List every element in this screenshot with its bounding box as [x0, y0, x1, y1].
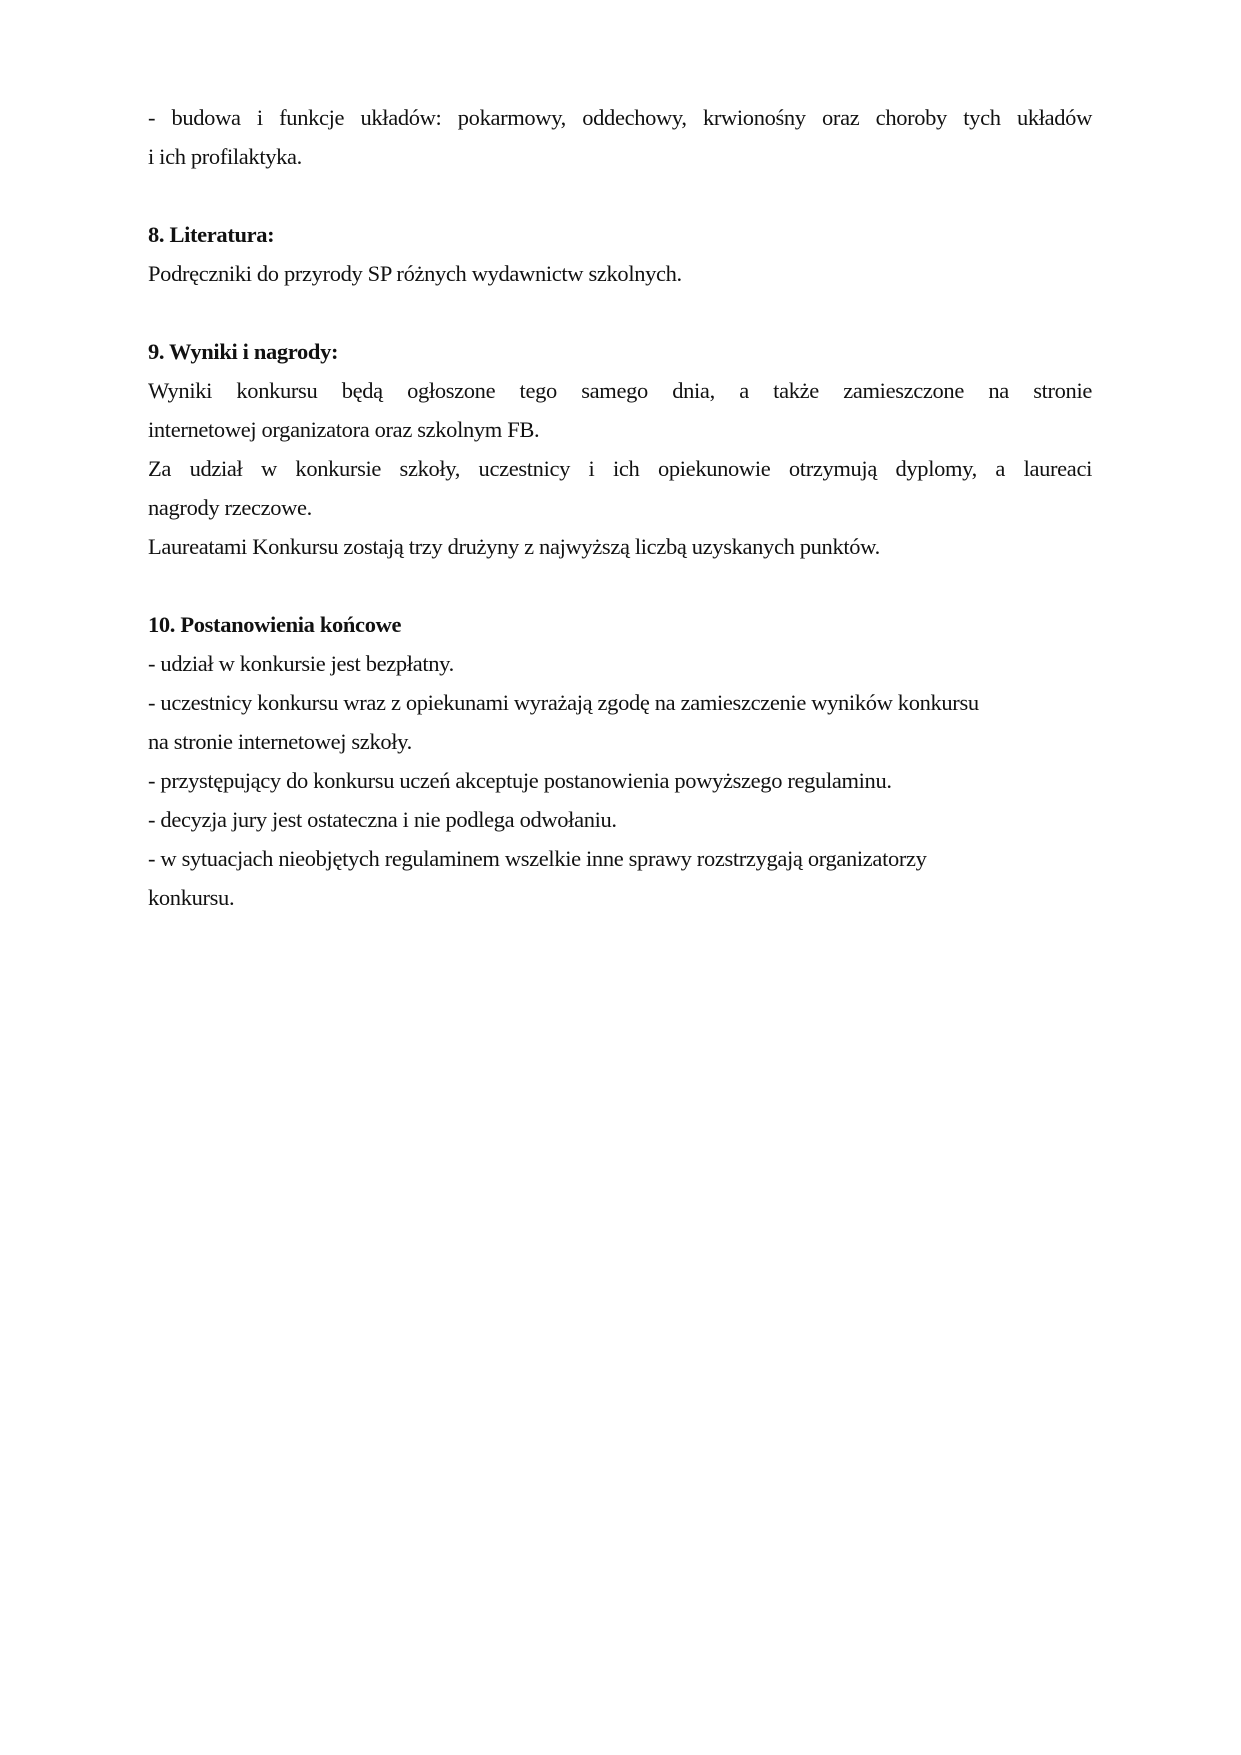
section-9-text: nagrody rzeczowe. — [148, 495, 312, 520]
section-8-heading: 8. Literatura: — [148, 222, 275, 247]
section-10-heading: 10. Postanowienia końcowe — [148, 612, 402, 637]
section-9-text: Laureatami Konkursu zostają trzy drużyny z najwyższą liczbą uzyskanych punktów. — [148, 534, 880, 559]
spacer — [148, 176, 1092, 215]
section-9-text: internetowej organizatora oraz szkolnym FB. — [148, 417, 540, 442]
section-10-item: - przystępujący do konkursu uczeń akceptuje postanowienia powyższego regulaminu. — [148, 768, 892, 793]
section-10-item: - decyzja jury jest ostateczna i nie podlega odwołaniu. — [148, 807, 617, 832]
spacer — [148, 293, 1092, 332]
section-9-text: Za udział w konkursie szkoły, uczestnicy i ich opiekunowie otrzymują dyplomy, a laureaci — [148, 456, 1092, 481]
document-page — [148, 98, 1092, 917]
section-10-item: konkursu. — [148, 885, 235, 910]
section-10-item: - w sytuacjach nieobjętych regulaminem wszelkie inne sprawy rozstrzygają organizatorzy — [148, 846, 927, 871]
section-9-heading: 9. Wyniki i nagrody: — [148, 339, 339, 364]
section-8-text: Podręczniki do przyrody SP różnych wydawnictw szkolnych. — [148, 261, 682, 286]
intro-line: i ich profilaktyka. — [148, 144, 302, 169]
intro-line: - budowa i funkcje układów: pokarmowy, oddechowy, krwionośny oraz choroby tych układów — [148, 105, 1092, 130]
section-9-text: Wyniki konkursu będą ogłoszone tego samego dnia, a także zamieszczone na stronie — [148, 378, 1092, 403]
section-10-item: na stronie internetowej szkoły. — [148, 729, 412, 754]
section-10-item: - udział w konkursie jest bezpłatny. — [148, 651, 454, 676]
section-10-item: - uczestnicy konkursu wraz z opiekunami wyrażają zgodę na zamieszczenie wyników konkursu — [148, 690, 979, 715]
spacer — [148, 566, 1092, 605]
